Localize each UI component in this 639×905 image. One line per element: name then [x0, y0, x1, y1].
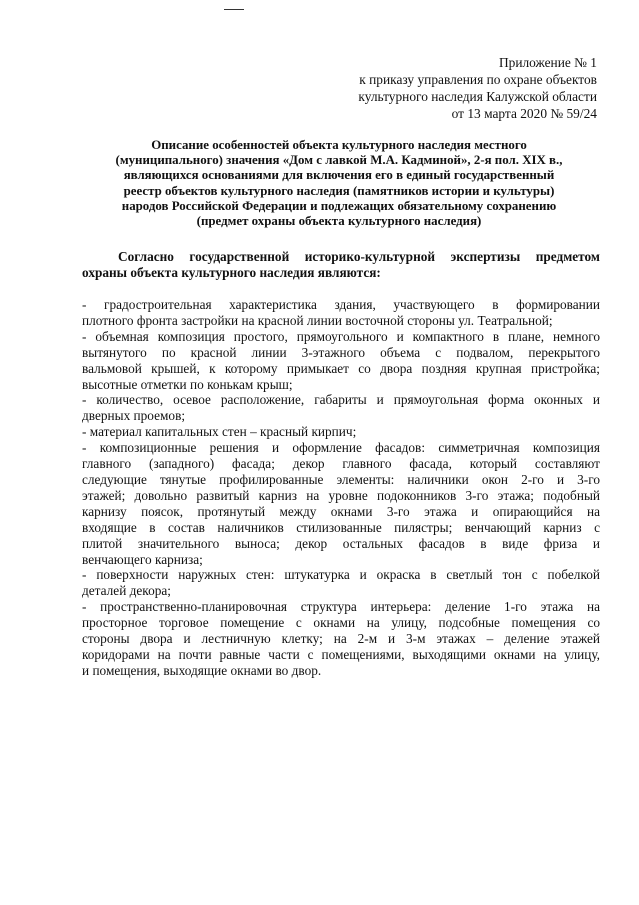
title-line: (предмет охраны объекта культурного наследия) — [196, 214, 482, 229]
appendix-order-ref: к приказу управления по охране объектов — [359, 72, 597, 87]
list-item-line: деталей декора; — [82, 583, 171, 599]
list-item-line: главного (западного) фасада; декор главного фасада, который составляют — [82, 456, 600, 472]
appendix-number: Приложение № 1 — [498, 55, 597, 70]
intro-line: Согласно государственной историко-культурной экспертизы предметом — [118, 249, 600, 264]
list-item-line: - поверхности наружных стен: штукатурка и окраска в светлый тон с побелкой — [82, 567, 600, 583]
list-item-line: карнизу поясок, протянутый между окнами 3-го этажа и опирающийся на — [82, 503, 600, 519]
intro-paragraph — [82, 249, 600, 282]
list-item — [82, 392, 600, 424]
list-item — [82, 297, 600, 329]
list-item-line: вальмовой крышей, к которому примыкает со двора поздняя крупная пристройка; — [82, 360, 600, 376]
list-item-line: и помещения, выходящие окнами во двор. — [82, 662, 322, 678]
list-item-line: следующие тянутые профилированные элементы: наличники окон 2-го и 3-го — [82, 471, 600, 487]
list-item-line: - объемная композиция простого, прямоугольного и компактного в плане, немного — [82, 328, 600, 344]
list-item — [82, 440, 600, 567]
title-line: народов Российской Федерации и подлежащих обязательному сохранению — [121, 198, 557, 213]
list-item-line: - градостроительная характеристика здания, участвующего в формировании — [82, 297, 600, 312]
title-line: Описание особенностей объекта культурного наследия местного — [151, 138, 527, 152]
list-item-line: просторное торговое помещение с окнами на улицу, подсобные помещения со — [82, 615, 600, 631]
list-item-line: плотного фронта застройки на красной линии восточной стороны ул. Театральной; — [82, 312, 553, 328]
list-item-line: вытянутого по красной линии 3-этажного объема с подвалом, перекрытого — [82, 344, 600, 360]
appendix-date: от 13 марта 2020 № 59/24 — [451, 106, 597, 121]
title-line: являющихся основаниями для включения его в единый государственный — [123, 168, 555, 183]
list-item-line: - количество, осевое расположение, габариты и прямоугольная форма оконных и — [82, 392, 600, 408]
list-item-line: венчающего карниза; — [82, 551, 203, 567]
title-line: (муниципального) значения «Дом с лавкой М.А. Кадминой», 2-я пол. XIX в., — [115, 153, 563, 168]
title-line: реестр объектов культурного наследия (памятников истории и культуры) — [123, 183, 555, 198]
list-item — [82, 567, 600, 599]
list-item-line: входящие в состав наличников стилизованные пилястры; венчающий карниз с — [82, 519, 600, 535]
list-item-line: стороны двора и лестничную клетку; на 2-м и 3-м этажах – деление этажей — [82, 631, 600, 647]
intro-line: охраны объекта культурного наследия являются: — [82, 265, 381, 281]
scan-mark — [224, 9, 244, 10]
list-item-line: - пространственно-планировочная структура интерьера: деление 1-го этажа на — [82, 599, 600, 615]
appendix-authority: культурного наследия Калужской области — [358, 89, 597, 104]
list-item-line: высотные отметки по конькам крыш; — [82, 376, 293, 392]
list-item — [82, 599, 600, 679]
list-item-line: коридорами на почти равные части с помещениями, выходящими окнами на улицу, — [82, 646, 600, 662]
list-item-line: этажей; довольно развитый карниз на уровне подоконников 3-го этажа; подобный — [82, 487, 600, 503]
list-item-line: дверных проемов; — [82, 408, 186, 424]
list-item-line: - материал капитальных стен – красный кирпич; — [82, 424, 357, 440]
protected-features-list — [82, 297, 600, 679]
list-item — [82, 329, 600, 393]
document-title — [72, 138, 606, 229]
appendix-header — [358, 54, 597, 122]
list-item — [82, 424, 600, 440]
list-item-line: плитой значительного выноса; декор остальных фасадов в виде фриза и — [82, 535, 600, 551]
list-item-line: - композиционные решения и оформление фасадов: симметричная композиция — [82, 440, 600, 456]
